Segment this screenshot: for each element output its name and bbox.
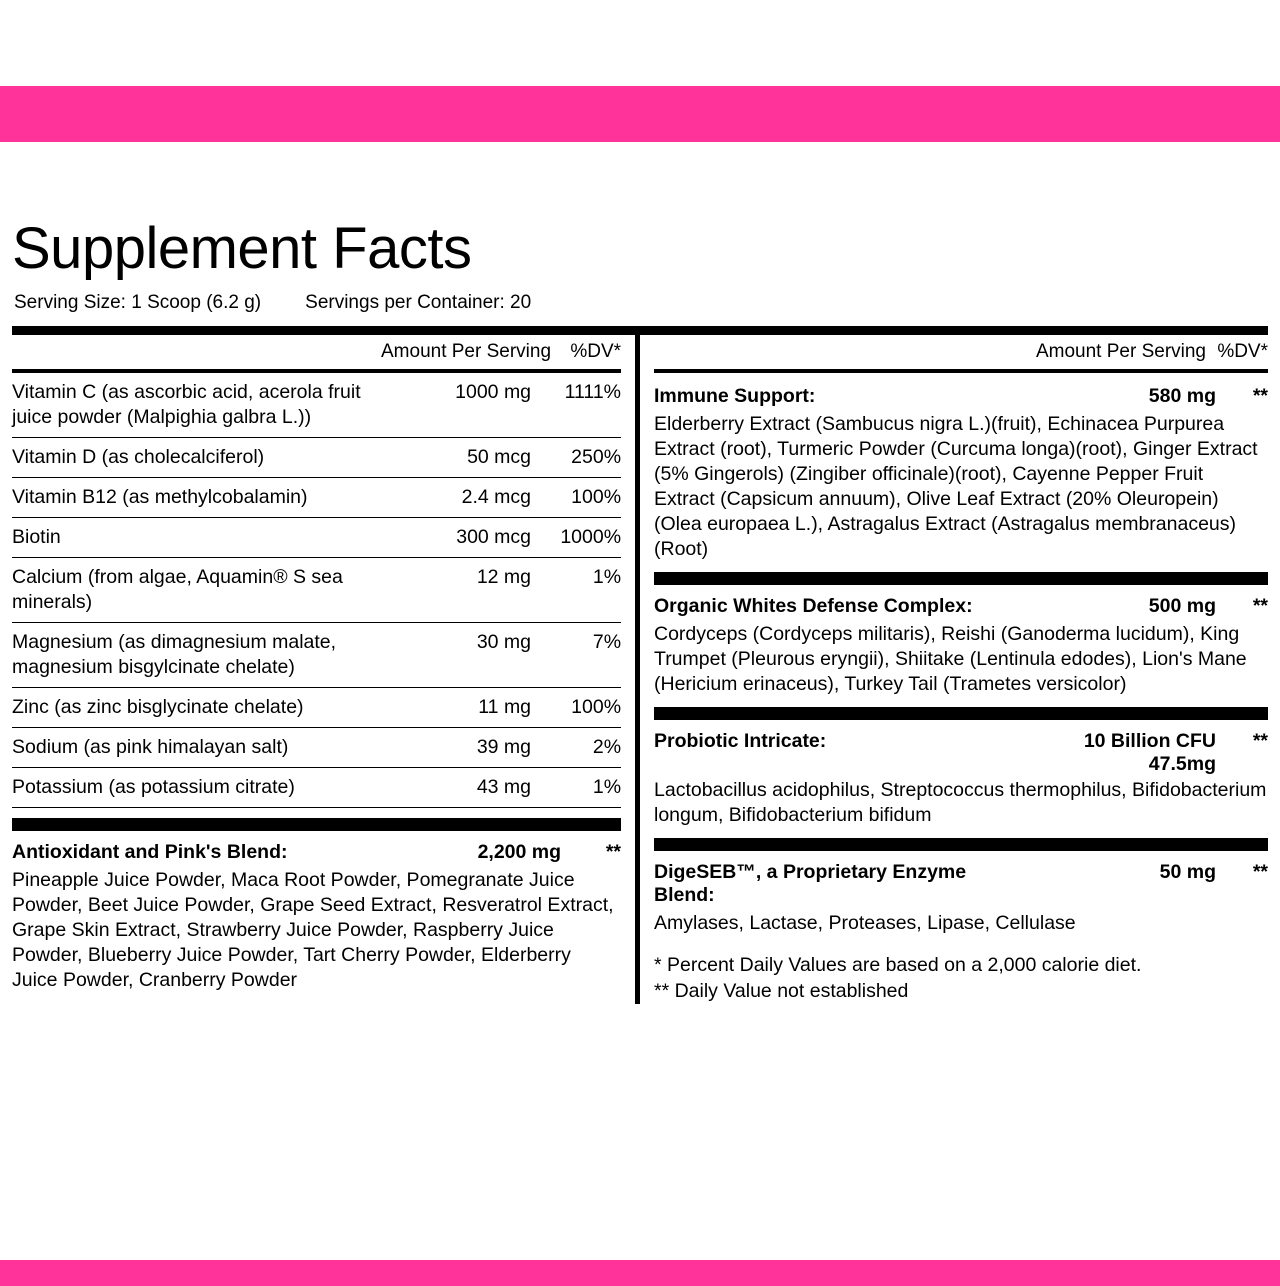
right-column [654,335,1268,1004]
nutrient-name: Magnesium (as dimagnesium malate, magnesium bisgylcinate chelate) [12,631,337,678]
nutrient-dv: 1111% [564,381,622,403]
nutrient-name: Vitamin D (as cholecalciferol) [12,446,265,468]
table-row [12,558,621,623]
blend-dv: ** [1252,861,1268,883]
blend-divider [12,818,621,831]
nutrient-dv: 100% [571,696,622,718]
left-column-header [12,335,621,373]
blend-header [654,585,1268,620]
footnotes [654,936,1268,1004]
nutrient-dv: 1000% [560,526,622,548]
nutrient-amount: 12 mg [476,566,532,588]
nutrient-name: Zinc (as zinc bisglycinate chelate) [12,696,304,718]
left-header-amount: Amount Per Serving [381,341,552,362]
nutrient-dv: 1% [592,566,622,588]
table-row [12,518,621,558]
right-header-spacer [654,341,1006,363]
right-column-header [654,335,1268,373]
table-row [12,728,621,768]
nutrient-dv: 100% [571,486,622,508]
supplement-facts-panel [0,150,1280,1004]
blend-amount: 500 mg [1148,595,1216,617]
blend-header [654,720,1268,755]
blend-name: Immune Support: [654,385,816,407]
serving-size: Serving Size: 1 Scoop (6.2 g) [14,292,262,313]
blend-amount: 2,200 mg [477,841,562,863]
serving-info [14,292,1280,314]
blend-amount: 10 Billion CFU [1083,730,1216,752]
right-header-dv: %DV* [1217,341,1268,362]
nutrient-amount: 50 mcg [467,446,532,468]
nutrient-dv: 7% [592,631,622,653]
blend-divider [654,572,1268,585]
blend-dv: ** [1252,595,1268,617]
nutrient-dv: 250% [571,446,622,468]
blend-divider [654,838,1268,851]
blend-amount: 50 mg [1159,861,1216,883]
footnote-dv-not-established: ** Daily Value not established [654,980,909,1002]
blend-name: Antioxidant and Pink's Blend: [12,841,288,863]
nutrient-name: Biotin [12,526,61,548]
blend-dv: ** [1252,385,1268,407]
blend-header [12,831,621,866]
blend-ingredients: Elderberry Extract (Sambucus nigra L.)(fruit), Echinacea Purpurea Extract (root), Turmeric Powder (Curcuma longa)(root), Ginger Extract (5% Gingerols) (Zingiber officinale)(root), Cayenne Pepper Fruit Extract (Capsicum annuum), Olive Leaf Extract (20% Oleuropein) (Olea europaea L.), Astragalus Extract (Astragalus membranaceus)(Root) [654,413,1258,560]
nutrient-amount: 39 mg [476,736,532,758]
nutrient-amount: 30 mg [476,631,532,653]
table-row [12,623,621,688]
blend-header [654,851,1268,909]
column-divider [635,335,640,1004]
footnote-daily-values: * Percent Daily Values are based on a 2,000 calorie diet. [654,954,1142,976]
top-accent-bar [0,86,1280,142]
table-row [12,478,621,518]
table-row [12,768,621,808]
nutrient-amount: 300 mcg [456,526,532,548]
table-row [12,373,621,438]
nutrient-name: Potassium (as potassium citrate) [12,776,295,798]
nutrient-name: Calcium (from algae, Aquamin® S sea minerals) [12,566,343,613]
nutrient-name: Sodium (as pink himalayan salt) [12,736,289,758]
page-title: Supplement Facts [12,216,472,281]
blend-dv: ** [1252,730,1268,752]
nutrient-amount: 2.4 mcg [461,486,532,508]
blend-ingredients: Lactobacillus acidophilus, Streptococcus thermophilus, Bifidobacterium longum, Bifidobacterium bifidum [654,779,1267,826]
nutrient-name: Vitamin C (as ascorbic acid, acerola fruit juice powder (Malpighia galbra L.)) [12,381,361,428]
servings-per-container: Servings per Container: 20 [305,292,532,313]
nutrient-amount: 11 mg [478,696,532,718]
blend-header [654,373,1268,410]
table-row [12,438,621,478]
left-header-spacer [12,341,351,363]
blend-ingredients: Amylases, Lactase, Proteases, Lipase, Cellulase [654,912,1076,934]
nutrient-name: Vitamin B12 (as methylcobalamin) [12,486,308,508]
nutrient-amount: 43 mg [476,776,532,798]
blend-amount-secondary: 47.5mg [1148,753,1216,775]
nutrient-amount: 1000 mg [455,381,532,403]
blend-ingredients: Cordyceps (Cordyceps militaris), Reishi (Ganoderma lucidum), King Trumpet (Pleurous eryngii), Shiitake (Lentinula edodes), Lion's Mane (Hericium erinaceus), Turkey Tail (Trametes versicolor) [654,623,1247,695]
right-header-amount: Amount Per Serving [1035,341,1206,362]
blend-name: Probiotic Intricate: [654,730,827,752]
table-row [12,688,621,728]
bottom-accent-bar [0,1260,1280,1286]
blend-dv: ** [605,841,622,863]
blend-amount: 580 mg [1148,385,1216,407]
blend-name: DigeSEB™, a Proprietary Enzyme Blend: [654,861,967,906]
top-divider [12,326,1268,335]
blend-name: Organic Whites Defense Complex: [654,595,973,617]
facts-columns [12,335,1268,1004]
blend-divider [654,707,1268,720]
blend-ingredients: Pineapple Juice Powder, Maca Root Powder, Pomegranate Juice Powder, Beet Juice Powder, Grape Seed Extract, Resveratrol Extract, Grape Skin Extract, Strawberry Juice Powder, Raspberry Juice Powder, Blueberry Juice Powder, Tart Cherry Powder, Elderberry Juice Powder, Cranberry Powder [12,869,614,991]
left-column [12,335,621,1004]
left-header-dv: %DV* [570,341,622,362]
nutrient-dv: 2% [592,736,622,758]
nutrient-dv: 1% [592,776,622,798]
